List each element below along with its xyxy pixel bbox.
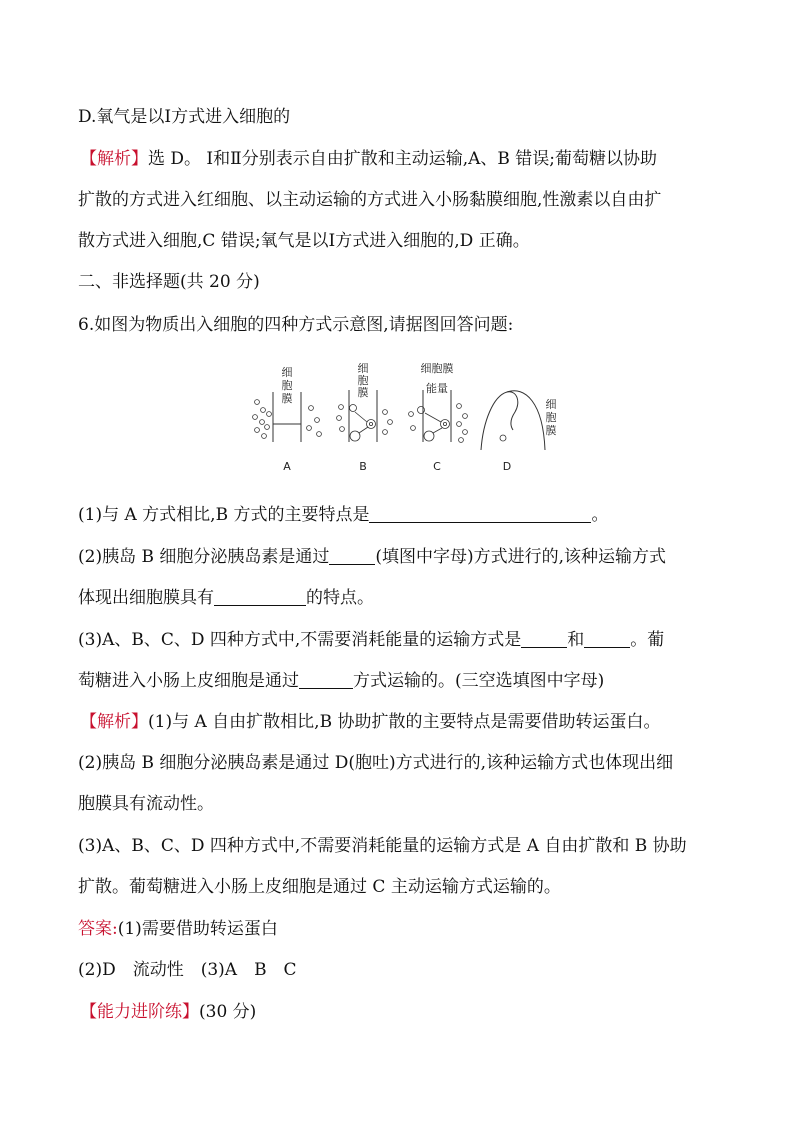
analysis-1-text: 选 D。 Ⅰ和Ⅱ分别表示自由扩散和主动运输,A、B 错误;葡萄糖以协助 — [148, 149, 658, 169]
membrane-label-a-3: 膜 — [281, 392, 293, 405]
answer-blank-4[interactable] — [521, 629, 567, 648]
membrane-label-d-2: 胞 — [545, 411, 557, 424]
analysis-tag: 【解析】 — [80, 149, 148, 169]
label-d: D — [502, 460, 512, 473]
section-heading: 二、非选择题(共 20 分) — [78, 272, 260, 292]
q6-3-text-e: 方式运输的。(三空选填图中字母) — [353, 671, 605, 691]
answer-blank-1[interactable] — [369, 504, 591, 523]
question-6-2-line-2 — [78, 586, 374, 610]
membrane-label-b-3: 膜 — [357, 386, 369, 399]
analysis-2-text: (1)与 A 自由扩散相比,B 协助扩散的主要特点是需要借助转运蛋白。 — [148, 712, 661, 732]
q6-1-end: 。 — [591, 505, 609, 525]
analysis-tag-2: 【解析】 — [80, 712, 148, 732]
label-b: B — [359, 460, 367, 473]
analysis-2-line-1 — [80, 710, 660, 734]
membrane-label-d-1: 细 — [545, 398, 557, 411]
question-6: 6.如图为物质出入细胞的四种方式示意图,请据图回答问题: — [78, 315, 514, 335]
analysis-2-line-5: 扩散。葡萄糖进入小肠上皮细胞是通过 C 主动运输方式运输的。 — [78, 877, 561, 897]
q6-3-text-d: 萄糖进入小肠上皮细胞是通过 — [78, 671, 299, 691]
q6-3-text: (3)A、B、C、D 四种方式中,不需要消耗能量的运输方式是 — [78, 630, 522, 650]
q6-1-text: (1)与 A 方式相比,B 方式的主要特点是 — [78, 505, 370, 525]
q6-2-text-c: 体现出细胞膜具有 — [78, 588, 214, 608]
analysis-2-line-3: 胞膜具有流动性。 — [78, 794, 214, 814]
answer-blank-2[interactable] — [329, 546, 375, 565]
analysis-1-line-1 — [80, 147, 657, 171]
question-6-3-line-2 — [78, 669, 604, 693]
answer-1-text: (1)需要借助转运蛋白 — [117, 919, 278, 939]
question-6-3-line-1 — [78, 628, 664, 652]
answer-tag: 答案: — [78, 919, 118, 939]
answer-line-1 — [78, 917, 278, 941]
transport-diagram — [245, 362, 565, 480]
analysis-2-line-2: (2)胰岛 B 细胞分泌胰岛素是通过 D(胞吐)方式进行的,该种运输方式也体现出细 — [78, 753, 674, 773]
q6-2-text-d: 的特点。 — [306, 588, 374, 608]
q6-2-text: (2)胰岛 B 细胞分泌胰岛素是通过 — [78, 547, 330, 567]
answer-line-2: (2)D 流动性 (3)A B C — [78, 960, 297, 980]
panel-d — [481, 391, 557, 473]
membrane-label-d-3: 膜 — [545, 424, 557, 437]
q6-3-and: 和 — [567, 630, 585, 650]
ability-heading — [80, 1000, 256, 1024]
membrane-label-a-2: 胞 — [281, 379, 293, 392]
answer-blank-6[interactable] — [299, 670, 353, 689]
membrane-label-b-1: 细 — [357, 362, 369, 375]
question-6-2-line-1 — [78, 545, 666, 569]
question-6-1 — [78, 503, 608, 527]
membrane-label-a-1: 细 — [281, 366, 293, 379]
ability-score: (30 分) — [199, 1002, 257, 1022]
answer-blank-5[interactable] — [584, 629, 630, 648]
q6-3-text-c: 。葡 — [630, 630, 665, 650]
membrane-label-b-2: 胞 — [357, 374, 369, 387]
energy-label: 能量 — [426, 382, 448, 395]
ability-tag: 【能力进阶练】 — [80, 1002, 199, 1022]
q6-2-text-b: (填图中字母)方式进行的,该种运输方式 — [375, 547, 667, 567]
membrane-label-c: 细胞膜 — [420, 362, 454, 375]
panel-c — [409, 362, 468, 473]
analysis-1-line-3: 散方式进入细胞,C 错误;氧气是以Ⅰ方式进入细胞的,D 正确。 — [78, 231, 530, 251]
label-a: A — [283, 460, 291, 473]
answer-blank-3[interactable] — [214, 587, 306, 606]
option-d: D.氧气是以Ⅰ方式进入细胞的 — [78, 107, 291, 127]
panel-b — [337, 362, 393, 473]
label-c: C — [433, 460, 441, 473]
analysis-1-line-2: 扩散的方式进入红细胞、以主动运输的方式进入小肠黏膜细胞,性激素以自由扩 — [78, 190, 662, 210]
analysis-2-line-4: (3)A、B、C、D 四种方式中,不需要消耗能量的运输方式是 A 自由扩散和 B 协助 — [78, 836, 687, 856]
panel-a — [253, 366, 322, 473]
